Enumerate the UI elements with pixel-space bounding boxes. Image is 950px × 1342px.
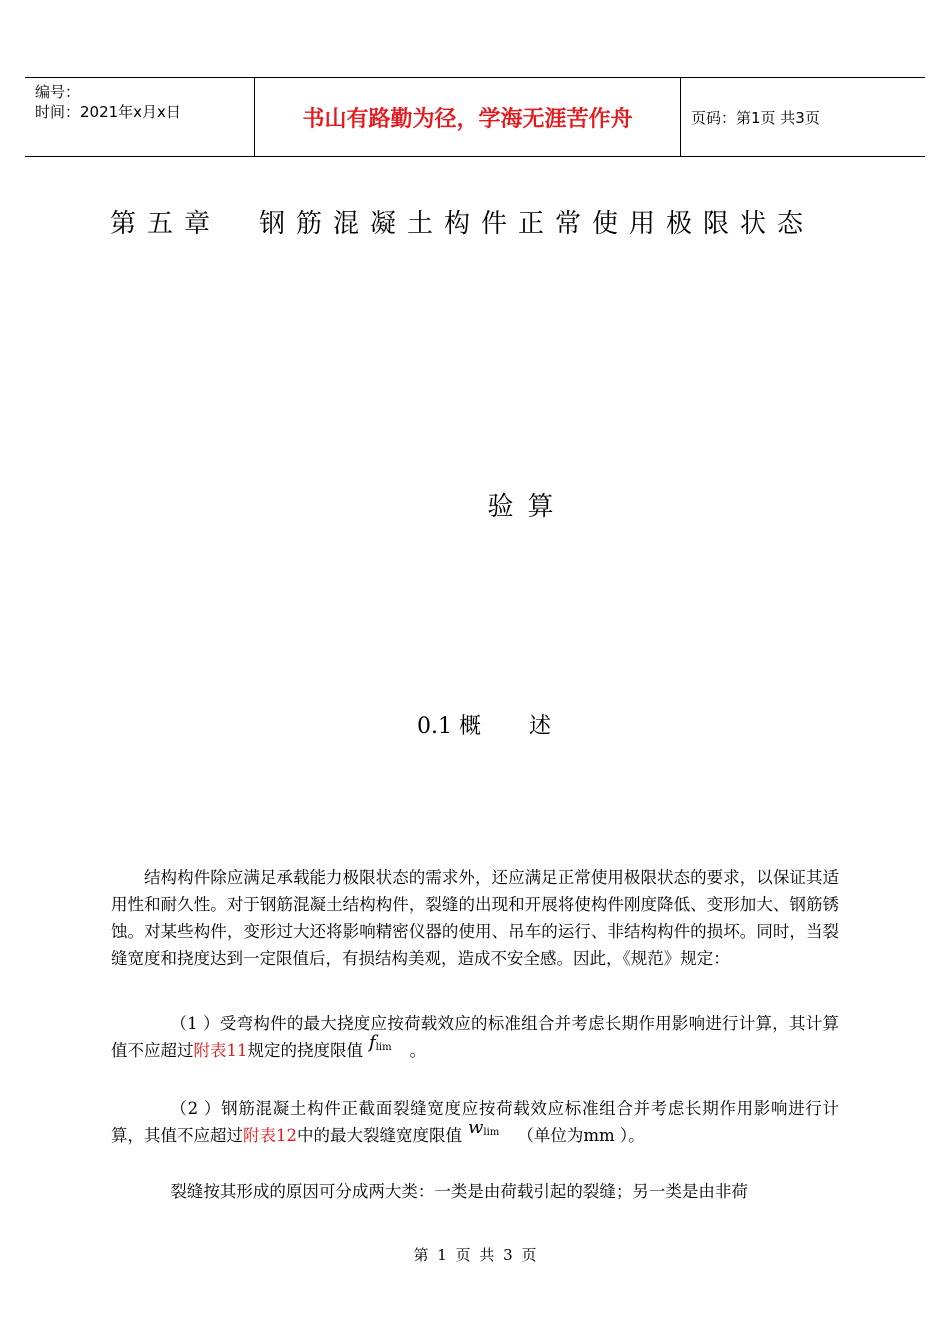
paragraph-cracks: 裂缝按其形成的原因可分成两大类：一类是由荷载引起的裂缝；另一类是由非荷: [170, 1182, 748, 1201]
section-name: 述: [528, 714, 551, 739]
chapter-number: 第五章: [110, 209, 222, 239]
deflection-limit-subscript: lim: [375, 1042, 392, 1053]
page-footer: 第 1 页 共 3 页: [413, 1246, 537, 1264]
header-page-info: 页码：第1页 共3页: [691, 108, 820, 127]
item2-text: （2 ）钢筋混凝土构件正截面裂缝宽度应按荷载效应标准组合并考虑长期作用影响进行计算，其值不应超过: [111, 1099, 839, 1145]
paragraph-intro: 结构构件除应满足承载能力极限状态的需求外，还应满足正常使用极限状态的要求，以保证其适用性和耐久性。对于钢筋混凝土结构构件，裂缝的出现和开展将使构件刚度降低、变形加大、钢筋锈蚀。对某些构件，变形过大还将影响精密仪器的使用、吊车的运行、非结构构件的损坏。同时，当裂缝宽度和挠度达到一定限值后，有损结构美观，造成不安全感。因此，《规范》规定：: [111, 868, 839, 968]
page-header: [25, 77, 925, 157]
appendix-table-11-link[interactable]: 附表11: [193, 1041, 248, 1060]
deflection-limit-symbol: f: [369, 1032, 376, 1053]
appendix-table-12-link[interactable]: 附表12: [243, 1126, 297, 1145]
crack-width-limit-subscript: lim: [483, 1127, 500, 1138]
crack-width-limit-symbol: w: [468, 1117, 484, 1138]
chapter-title: [110, 203, 850, 240]
item2-text-b: 中的最大裂缝宽度限值: [297, 1126, 462, 1145]
item2-text-c: （单位为mm ）。: [517, 1126, 645, 1145]
header-motto: 书山有路勤为径，学海无涯苦作舟: [255, 78, 681, 156]
chapter-title-continued: 验算: [487, 492, 568, 522]
paragraph-item-1: [111, 1010, 839, 1067]
item1-text-b: 规定的挠度限值: [247, 1041, 363, 1060]
section-number: 0.1 概: [417, 714, 481, 739]
header-meta-cell: [25, 78, 255, 156]
paragraph-item-2: [111, 1095, 839, 1152]
item1-text: （1 ）受弯构件的最大挠度应按荷载效应的标准组合并考虑长期作用影响进行计算，其计算值不应超过: [111, 1014, 839, 1060]
item1-text-c: 。: [409, 1041, 427, 1060]
section-title: [417, 709, 551, 740]
date-label: 时间：2021年x月x日: [35, 103, 181, 121]
chapter-name: 钢筋混凝土构件正常使用极限状态: [259, 209, 815, 239]
number-label: 编号：: [35, 83, 81, 101]
